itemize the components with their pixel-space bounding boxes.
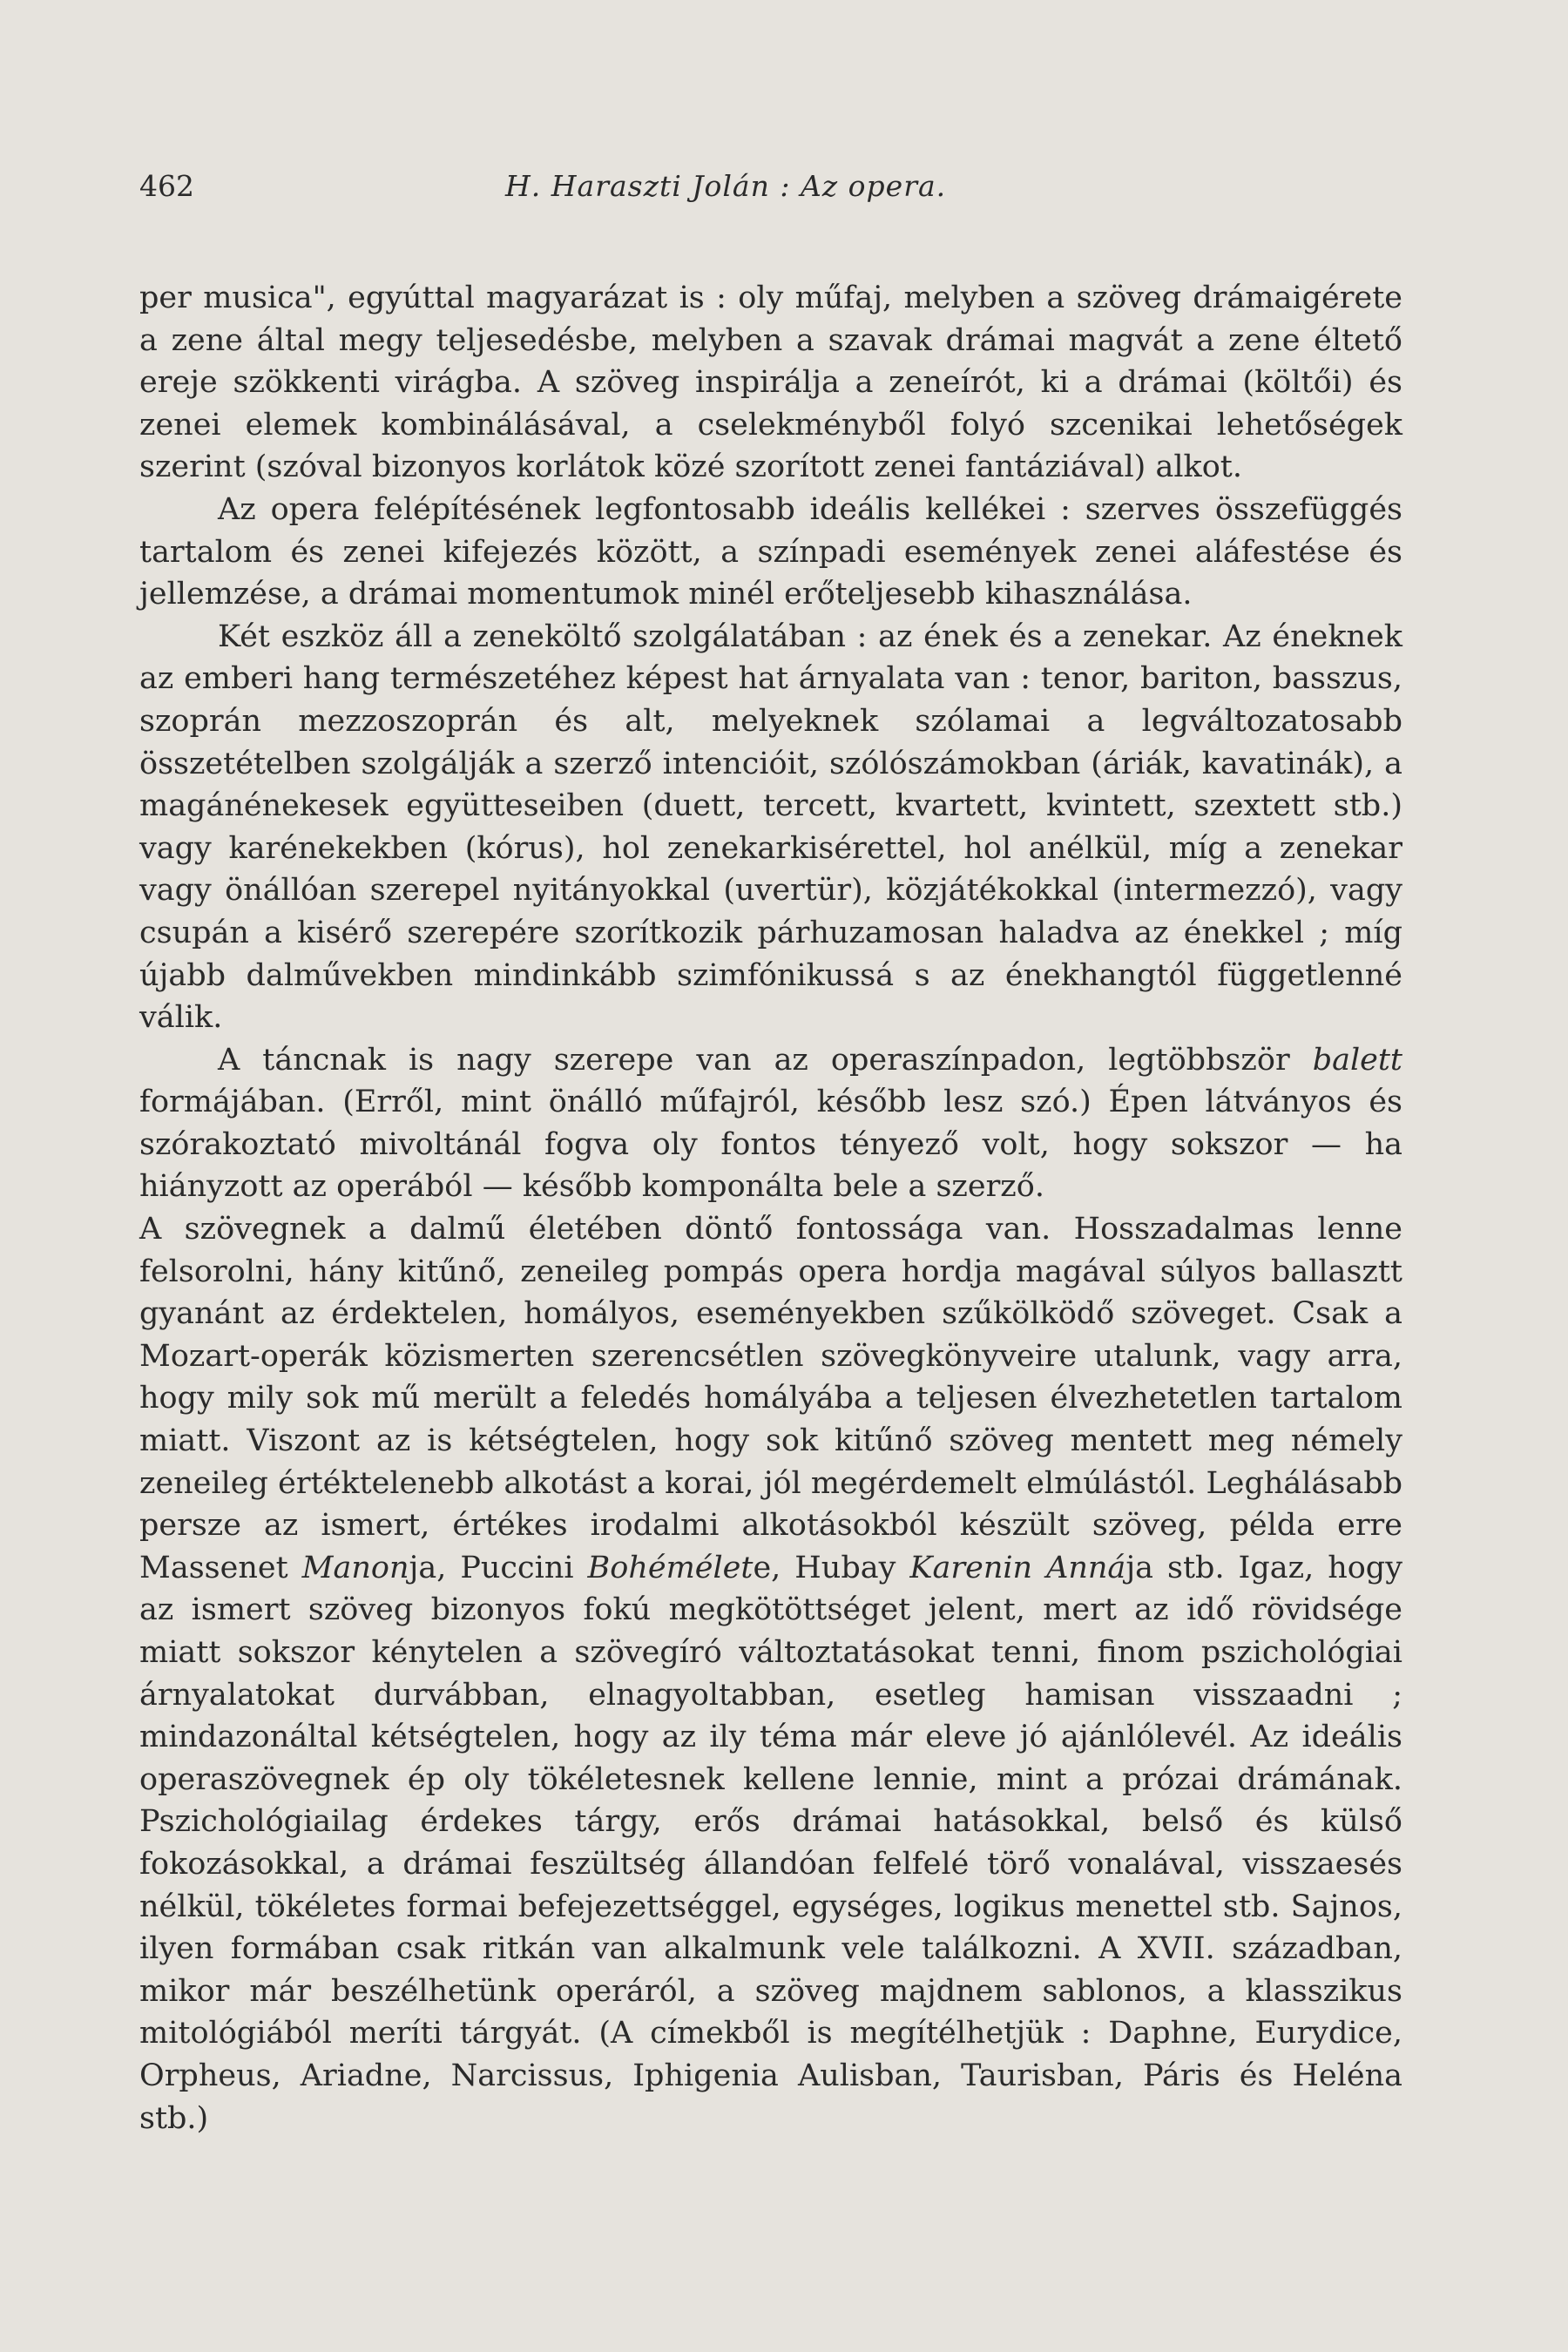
paragraph-5	[139, 1208, 1402, 2139]
running-title: H. Haraszti Jolán : Az opera.	[505, 169, 947, 203]
paragraph-4	[139, 1039, 1402, 1208]
paragraph-5-text-c: e, Hubay	[753, 1550, 910, 1585]
paragraph-5-text-d: ja stb. Igaz, hogy az ismert szöveg bizonyos fokú megkötöttséget jelent, mert az idő rövidsége miatt sokszor kénytelen a szövegíró változtatásokat tenni, finom pszichológiai árnyalatokat durvábban, elnagyoltabban, esetleg hamisan visszaadni ; mindazonáltal kétségtelen, hogy az ily téma már eleve jó ajánlólevél. Az ideális operaszövegnek ép oly tökéletesnek kellene lennie, mint a prózai drámának. Pszichológiailag érdekes tárgy, erős drámai hatásokkal, belső és külső fokozásokkal, a drámai feszültség állandóan felfelé törő vonalával, visszaesés nélkül, tökéletes formai befejezettséggel, egységes, logikus menettel stb. Sajnos, ilyen formában csak ritkán van alkalmunk vele találkozni. A XVII. században, mikor már beszélhetünk operáról, a szöveg majdnem sablonos, a klasszikus mitológiából meríti tárgyát. (A címekből is megítélhetjük : Daphne, Eurydice, Orpheus, Ariadne, Narcissus, Iphigenia Aulisban, Taurisban, Páris és Heléna stb.)	[139, 1550, 1402, 2136]
paragraph-5-italic-manon: Manon	[301, 1550, 409, 1585]
running-head	[139, 169, 1402, 213]
paragraph-2: Az opera felépítésének legfontosabb ideális kellékei : szerves összefüggés tartalom és zenei kifejezés között, a színpadi események zenei aláfestése és jellemzése, a drámai momentumok minél erőteljesebb kihasználása.	[139, 491, 1402, 612]
paragraph-4-text-a: A táncnak is nagy szerepe van az operaszínpadon, legtöbbször	[218, 1042, 1313, 1078]
paragraph-5-italic-karenin: Karenin Anná	[909, 1550, 1126, 1585]
page-number: 462	[139, 169, 194, 203]
paragraph-1: per musica", egyúttal magyarázat is : oly műfaj, melyben a szöveg drámaigérete a zene által megy teljesedésbe, melyben a szavak drámai magvát a zene éltető ereje szökkenti virágba. A szöveg inspirálja a zeneírót, ki a drámai (költői) és zenei elemek kombinálásával, a cselekményből folyó szcenikai lehetőségek szerint (szóval bizonyos korlátok közé szorított zenei fantáziával) alkot.	[139, 280, 1402, 485]
paragraph-3: Két eszköz áll a zeneköltő szolgálatában : az ének és a zenekar. Az éneknek az emberi hang természetéhez képest hat árnyalata van : tenor, bariton, basszus, szoprán mezzoszoprán és alt, melyeknek szólamai a legváltozatosabb összetételben szolgálják a szerző intencióit, szólószámokban (áriák, kavatinák), a magánénekesek együtteseiben (duett, tercett, kvartett, kvintett, szextett stb.) vagy karénekekben (kórus), hol zenekarkisérettel, hol anélkül, míg a zenekar vagy önállóan szerepel nyitányokkal (uvertür), közjátékokkal (intermezzó), vagy csupán a kisérő szerepére szorítkozik párhuzamosan haladva az énekkel ; míg újabb dalművekben mindinkább szimfónikussá s az énekhangtól függetlenné válik.	[139, 618, 1402, 1036]
paragraph-5-text-a: A szövegnek a dalmű életében döntő fontossága van. Hosszadalmas lenne felsorolni, hány kitűnő, zeneileg pompás opera hordja magával súlyos ballasztt gyanánt az érdektelen, homályos, eseményekben szűkölködő szöveget. Csak a Mozart-operák közismerten szerencsétlen szövegkönyveire utalunk, vagy arra, hogy mily sok mű merült a feledés homályába a teljesen élvezhetetlen tartalom miatt. Viszont az is kétségtelen, hogy sok kitűnő szöveg mentett meg némely zeneileg értéktelenebb alkotást a korai, jól megérdemelt elmúlástól. Leghálásabb persze az ismert, értékes irodalmi alkotásokból készült szöveg, példa erre Massenet	[139, 1212, 1402, 1585]
paragraph-4-italic-balett: balett	[1312, 1042, 1402, 1078]
paragraph-5-italic-boheme: Bohémélet	[587, 1550, 754, 1585]
body-text	[139, 277, 1402, 2139]
paragraph-4-text-b: formájában. (Erről, mint önálló műfajról, később lesz szó.) Épen látványos és szórakoztató mivoltánál fogva oly fontos tényező volt, hogy sokszor — ha hiányzott az operából — később komponálta bele a szerző.	[139, 1085, 1402, 1205]
paragraph-5-text-b: ja, Puccini	[409, 1550, 588, 1585]
